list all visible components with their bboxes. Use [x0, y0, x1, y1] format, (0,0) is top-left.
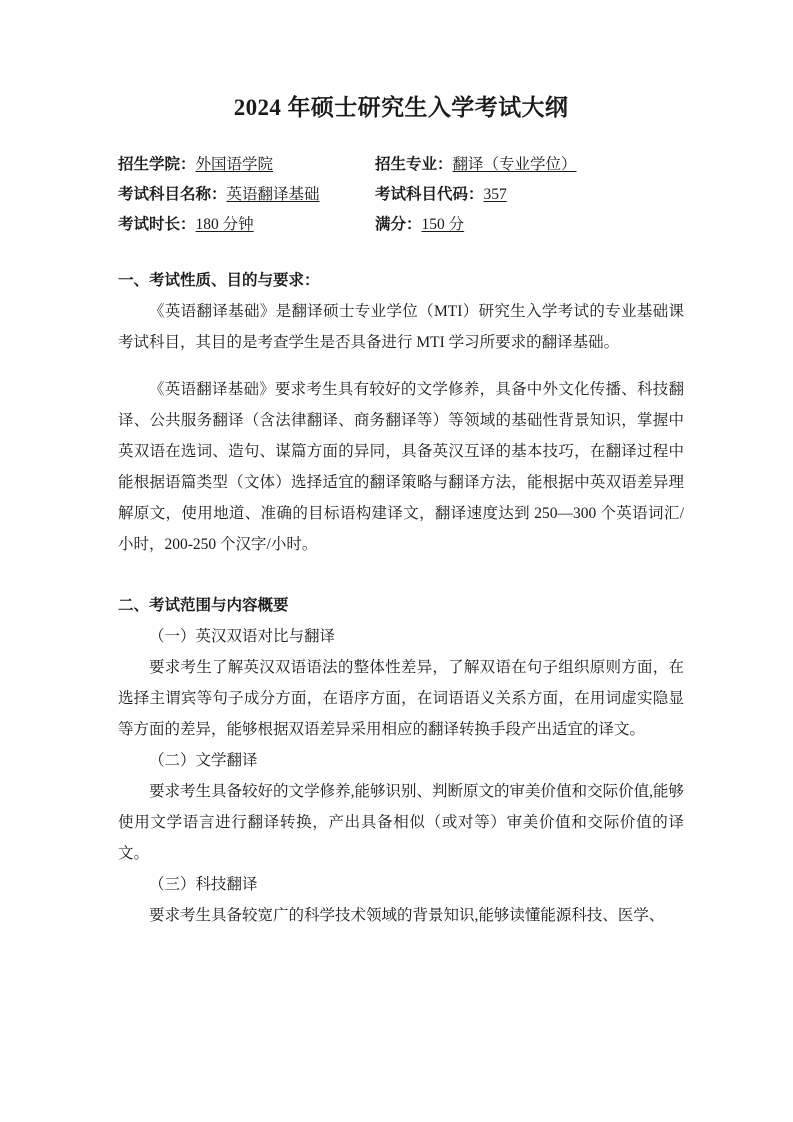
- meta-row: [118, 180, 684, 210]
- section-heading-1: 一、考试性质、目的与要求：: [118, 272, 320, 290]
- subsection-1-paragraph: 要求考生了解英汉双语语法的整体性差异，了解双语在句子组织原则方面，在选择主谓宾等句子成分方面，在语序方面，在词语语义关系方面，在用词虚实隐显等方面的差异，能够根据双语差异采用相应的翻译转换手段产出适宜的译文。: [118, 659, 684, 739]
- meta-field-admission-college: [118, 150, 375, 180]
- meta-field-subject-code: [375, 180, 675, 210]
- meta-field-exam-duration: [118, 210, 375, 240]
- meta-field-full-score: [375, 210, 675, 240]
- meta-label: 满分：: [375, 216, 422, 234]
- section-heading-2: 二、考试范围与内容概要: [118, 597, 289, 615]
- section-1-paragraph-2: 《英语翻译基础》要求考生具有较好的文学修养，具备中外文化传播、科技翻译、公共服务翻译（含法律翻译、商务翻译等）等领域的基础性背景知识，掌握中英双语在选词、造句、谋篇方面的异同，具备英汉互译的基本技巧，在翻译过程中能根据语篇类型（文体）选择适宜的翻译策略与翻译方法，能根据中英双语差异理解原文，使用地道、准确的目标语构建译文，翻译速度达到 250—300 个英语词汇/小时，200-250 个汉字/小时。: [118, 381, 684, 554]
- meta-label: 考试科目名称：: [118, 186, 227, 204]
- subsection-heading-1: （一）英汉双语对比与翻译: [149, 628, 336, 646]
- meta-label: 考试时长：: [118, 216, 196, 234]
- meta-value: 英语翻译基础: [226, 186, 320, 204]
- subsection-3-paragraph: 要求考生具备较宽广的科学技术领域的背景知识,能够读懂能源科技、医学、: [149, 907, 665, 925]
- page-title: 2024 年硕士研究生入学考试大纲: [233, 95, 569, 120]
- meta-field-subject-name: [118, 180, 375, 210]
- subsection-2-paragraph: 要求考生具备较好的文学修养,能够识别、判断原文的审美价值和交际价值,能够使用文学语言进行翻译转换，产出具备相似（或对等）审美价值和交际价值的译文。: [118, 783, 684, 863]
- meta-row: [118, 210, 684, 240]
- meta-label: 招生专业：: [375, 156, 453, 174]
- meta-value: 外国语学院: [195, 156, 274, 174]
- section-1-paragraph-1: 《英语翻译基础》是翻译硕士专业学位（MTI）研究生入学考试的专业基础课考试科目，其目的是考查学生是否具备进行 MTI 学习所要求的翻译基础。: [118, 303, 684, 352]
- exam-info-block: [118, 150, 684, 240]
- meta-row: [118, 150, 684, 180]
- document-content: [118, 0, 684, 931]
- meta-field-admission-major: [375, 150, 675, 180]
- meta-label: 招生学院：: [118, 156, 196, 174]
- meta-value: 150 分: [421, 216, 465, 234]
- meta-value: 357: [483, 186, 507, 204]
- meta-label: 考试科目代码：: [375, 186, 484, 204]
- subsection-heading-3: （三）科技翻译: [149, 876, 258, 894]
- subsection-heading-2: （二）文学翻译: [149, 752, 258, 770]
- meta-value: 180 分钟: [195, 216, 254, 234]
- meta-value: 翻译（专业学位）: [452, 156, 577, 174]
